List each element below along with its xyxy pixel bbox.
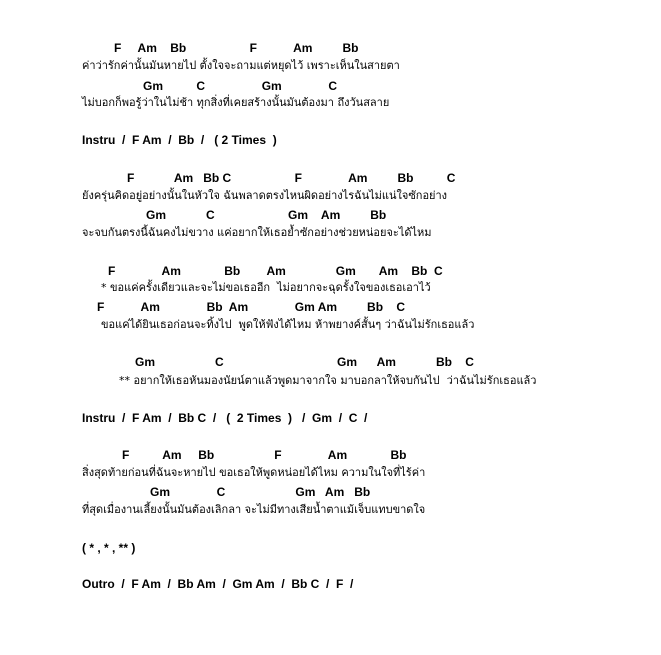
chord-line: F Am Bb F Am Bb — [114, 41, 359, 55]
lyric-line: ที่สุดเมื่องานเลี้ยงนั้นมันต้องเลิกลา จะไม่มีทางเสียน้ำตาแม้เจ็บแทบขาดใจ — [82, 503, 426, 516]
chord-line: Gm C Gm C — [143, 79, 338, 93]
lyric-line: สิ่งสุดท้ายก่อนที่ฉันจะหายไป ขอเธอให้พูดหน่อยได้ไหม ความในใจที่ไร้ค่า — [82, 466, 426, 479]
lyric-line: ยังครุ่นคิดอยู่อย่างนั้นในหัวใจ ฉันพลาดตรงไหนผิดอย่างไรฉันไม่แน่ใจซักอย่าง — [82, 189, 448, 202]
chorus-marker-line: ** อยากให้เธอหันมองนัยน์ตาแล้วพูดมาจากใจ มาบอกลาให้จบกันไป ว่าฉันไม่รักเธอแล้ว — [119, 374, 537, 387]
repeat-instruction: ( * , * , ** ) — [82, 541, 136, 555]
chord-line: F Am Bb C F Am Bb C — [127, 171, 456, 185]
chord-line: F Am Bb Am Gm Am Bb C — [97, 300, 406, 314]
chord-line: Gm C Gm Am Bb — [146, 208, 387, 222]
lyric-line: ค่าว่ารักค่านั้นมันหายไป ตั้งใจจะถามแต่หยุดไว้ เพราะเห็นในสายตา — [82, 59, 400, 72]
lyric-line: ขอแค่ได้ยินเธอก่อนจะทิ้งไป พูดให้ฟังได้ไหม ห้าพยางค์สั้นๆ ว่าฉันไม่รักเธอแล้ว — [101, 318, 475, 331]
instrumental-line: Instru / F Am / Bb C / ( 2 Times ) / Gm / C / — [82, 411, 368, 425]
outro-line: Outro / F Am / Bb Am / Gm Am / Bb C / F / — [82, 577, 354, 591]
chord-line: Gm C Gm Am Bb C — [135, 355, 474, 369]
verse-marker-line: * ขอแค่ครั้งเดียวและจะไม่ขอเธออีก ไม่อยากจะฉุดรั้งใจของเธอเอาไว้ — [101, 281, 431, 294]
lyric-line: ไม่บอกก็พอรู้ว่าในไม่ช้า ทุกสิ่งที่เคยสร้างนั้นมันต้องมา ถึงวันสลาย — [82, 96, 390, 109]
lyric-line: จะจบกันตรงนี้ฉันคงไม่ขวาง แค่อยากให้เธอย้ำซักอย่างช่วยหน่อยจะได้ไหม — [82, 226, 432, 239]
chord-line: F Am Bb Am Gm Am Bb C — [108, 264, 443, 278]
instrumental-line: Instru / F Am / Bb / ( 2 Times ) — [82, 133, 277, 147]
chord-line: Gm C Gm Am Bb — [150, 485, 371, 499]
chord-line: F Am Bb F Am Bb — [122, 448, 407, 462]
